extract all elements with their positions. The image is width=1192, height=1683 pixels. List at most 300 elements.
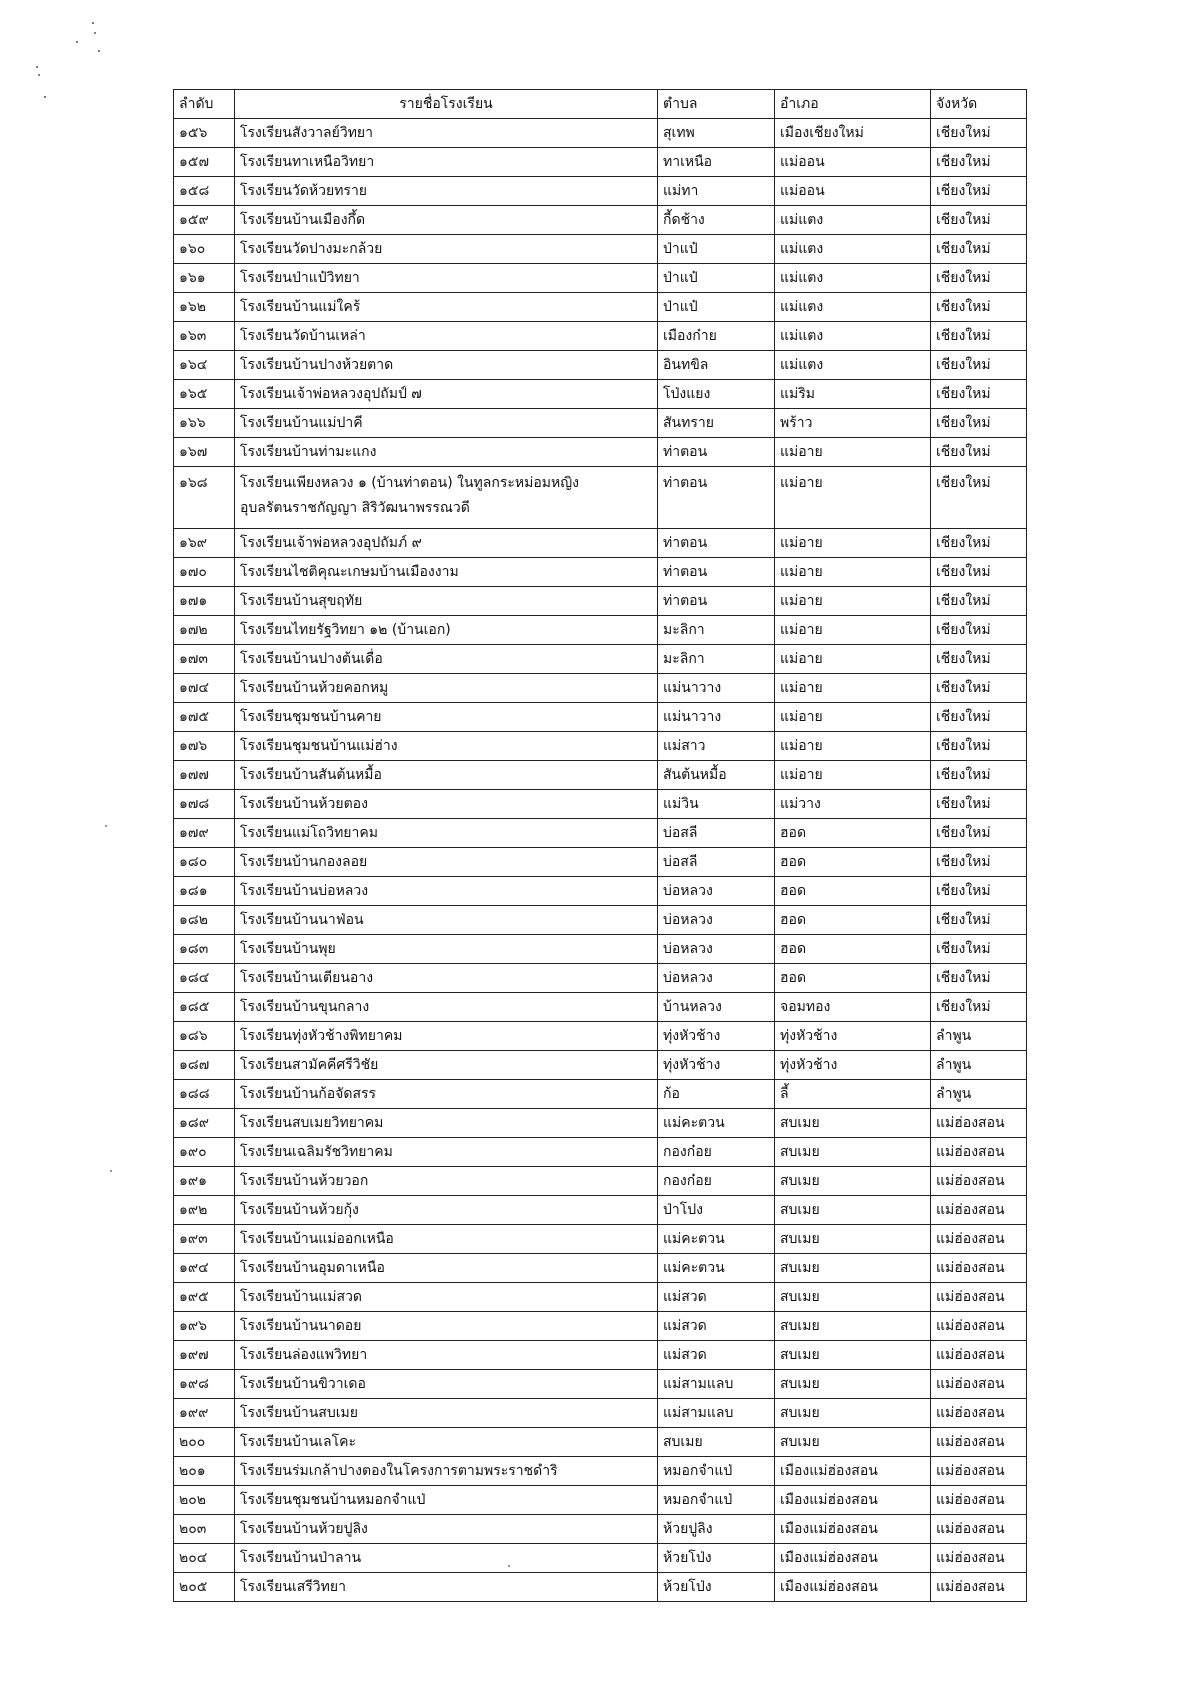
scan-speck bbox=[105, 825, 107, 827]
table-row bbox=[174, 1399, 1027, 1428]
district: แม่อาย bbox=[775, 703, 931, 732]
subdistrict: บ่อหลวง bbox=[658, 906, 775, 935]
province: แม่ฮ่องสอน bbox=[931, 1283, 1027, 1312]
school-name: โรงเรียนบ้านนาฟ่อน bbox=[235, 906, 658, 935]
district: แม่อาย bbox=[775, 438, 931, 467]
subdistrict: แม่คะตวน bbox=[658, 1225, 775, 1254]
table-row bbox=[174, 206, 1027, 235]
school-name: โรงเรียนบ้านขุนกลาง bbox=[235, 993, 658, 1022]
district: สบเมย bbox=[775, 1109, 931, 1138]
school-name: โรงเรียนชุมชนบ้านแม่ฮ่าง bbox=[235, 732, 658, 761]
table-row bbox=[174, 293, 1027, 322]
district: แม่ออน bbox=[775, 177, 931, 206]
school-name bbox=[235, 467, 658, 529]
subdistrict: แม่ทา bbox=[658, 177, 775, 206]
subdistrict: บ่อหลวง bbox=[658, 964, 775, 993]
scan-specks bbox=[30, 20, 120, 110]
school-name: โรงเรียนสังวาลย์วิทยา bbox=[235, 119, 658, 148]
district: สบเมย bbox=[775, 1167, 931, 1196]
table-row bbox=[174, 409, 1027, 438]
province: เชียงใหม่ bbox=[931, 616, 1027, 645]
table-row bbox=[174, 703, 1027, 732]
district: ฮอด bbox=[775, 819, 931, 848]
school-name: โรงเรียนบ้านนาดอย bbox=[235, 1312, 658, 1341]
subdistrict: บ้านหลวง bbox=[658, 993, 775, 1022]
subdistrict: สันทราย bbox=[658, 409, 775, 438]
subdistrict: ป่าแป๋ bbox=[658, 264, 775, 293]
province: แม่ฮ่องสอน bbox=[931, 1573, 1027, 1602]
scan-speck bbox=[92, 22, 94, 24]
province: แม่ฮ่องสอน bbox=[931, 1457, 1027, 1486]
subdistrict: แม่วิน bbox=[658, 790, 775, 819]
row-index: ๑๙๓ bbox=[174, 1225, 235, 1254]
table-row bbox=[174, 1457, 1027, 1486]
row-index: ๑๖๗ bbox=[174, 438, 235, 467]
row-index: ๑๙๑ bbox=[174, 1167, 235, 1196]
province: เชียงใหม่ bbox=[931, 177, 1027, 206]
district: ฮอด bbox=[775, 964, 931, 993]
subdistrict: กองก๋อย bbox=[658, 1138, 775, 1167]
row-index: ๑๖๒ bbox=[174, 293, 235, 322]
province: แม่ฮ่องสอน bbox=[931, 1196, 1027, 1225]
row-index: ๑๘๘ bbox=[174, 1080, 235, 1109]
row-index: ๑๕๘ bbox=[174, 177, 235, 206]
district: ทุ่งหัวช้าง bbox=[775, 1051, 931, 1080]
school-name: โรงเรียนบ้านป่าลาน bbox=[235, 1544, 658, 1573]
table-row bbox=[174, 1254, 1027, 1283]
province: เชียงใหม่ bbox=[931, 235, 1027, 264]
district: ทุ่งหัวช้าง bbox=[775, 1022, 931, 1051]
province: แม่ฮ่องสอน bbox=[931, 1515, 1027, 1544]
school-name: โรงเรียนบ้านอุมดาเหนือ bbox=[235, 1254, 658, 1283]
district: ฮอด bbox=[775, 877, 931, 906]
province: แม่ฮ่องสอน bbox=[931, 1254, 1027, 1283]
district: แม่อาย bbox=[775, 467, 931, 529]
table-row bbox=[174, 148, 1027, 177]
province: เชียงใหม่ bbox=[931, 819, 1027, 848]
province: แม่ฮ่องสอน bbox=[931, 1370, 1027, 1399]
school-name: โรงเรียนบ้านห้วยคอกหมู bbox=[235, 674, 658, 703]
subdistrict: ห้วยโป่ง bbox=[658, 1573, 775, 1602]
subdistrict: มะลิกา bbox=[658, 645, 775, 674]
district: พร้าว bbox=[775, 409, 931, 438]
header-school-name: รายชื่อโรงเรียน bbox=[235, 90, 658, 119]
district: แม่อาย bbox=[775, 558, 931, 587]
province: เชียงใหม่ bbox=[931, 119, 1027, 148]
table-row bbox=[174, 993, 1027, 1022]
table-row bbox=[174, 877, 1027, 906]
district: สบเมย bbox=[775, 1399, 931, 1428]
subdistrict: ท่าตอน bbox=[658, 438, 775, 467]
province: ลำพูน bbox=[931, 1080, 1027, 1109]
school-name: โรงเรียนบ้านเมืองกึ้ด bbox=[235, 206, 658, 235]
row-index: ๑๘๐ bbox=[174, 848, 235, 877]
province: แม่ฮ่องสอน bbox=[931, 1167, 1027, 1196]
school-name: โรงเรียนบ้านแม่ปาคี bbox=[235, 409, 658, 438]
table-row bbox=[174, 380, 1027, 409]
table-row bbox=[174, 1544, 1027, 1573]
province: เชียงใหม่ bbox=[931, 587, 1027, 616]
row-index: ๑๘๓ bbox=[174, 935, 235, 964]
subdistrict: เมืองก๋าย bbox=[658, 322, 775, 351]
district: ฮอด bbox=[775, 906, 931, 935]
subdistrict: ท่าตอน bbox=[658, 558, 775, 587]
table-row bbox=[174, 1196, 1027, 1225]
school-name: โรงเรียนบ้านสบเมย bbox=[235, 1399, 658, 1428]
school-name: โรงเรียนชุมชนบ้านคาย bbox=[235, 703, 658, 732]
school-name: โรงเรียนบ้านปางต้นเดื่อ bbox=[235, 645, 658, 674]
school-name-line: อุบลรัตนราชกัญญา สิริวัฒนาพรรณวดี bbox=[240, 500, 470, 516]
table-row bbox=[174, 351, 1027, 380]
subdistrict: แม่สามแลบ bbox=[658, 1370, 775, 1399]
province: แม่ฮ่องสอน bbox=[931, 1428, 1027, 1457]
school-name: โรงเรียนบ้านบ่อหลวง bbox=[235, 877, 658, 906]
province: แม่ฮ่องสอน bbox=[931, 1109, 1027, 1138]
school-name: โรงเรียนบ้านแม่สวด bbox=[235, 1283, 658, 1312]
province: เชียงใหม่ bbox=[931, 674, 1027, 703]
table-header-row bbox=[174, 90, 1027, 119]
table-row bbox=[174, 848, 1027, 877]
province: แม่ฮ่องสอน bbox=[931, 1312, 1027, 1341]
school-name: โรงเรียนบ้านท่ามะแกง bbox=[235, 438, 658, 467]
district: แม่ออน bbox=[775, 148, 931, 177]
table-row bbox=[174, 1022, 1027, 1051]
subdistrict: แม่นาวาง bbox=[658, 674, 775, 703]
school-name: โรงเรียนป่าแป๋วิทยา bbox=[235, 264, 658, 293]
table-row bbox=[174, 558, 1027, 587]
subdistrict: แม่นาวาง bbox=[658, 703, 775, 732]
school-name: โรงเรียนเจ้าพ่อหลวงอุปถัมภ์ ๙ bbox=[235, 529, 658, 558]
table-row bbox=[174, 935, 1027, 964]
school-list-table bbox=[173, 89, 1027, 1602]
subdistrict: ห้วยปูลิง bbox=[658, 1515, 775, 1544]
table-row bbox=[174, 1486, 1027, 1515]
school-name: โรงเรียนบ้านเตียนอาง bbox=[235, 964, 658, 993]
district: สบเมย bbox=[775, 1254, 931, 1283]
district: เมืองแม่ฮ่องสอน bbox=[775, 1515, 931, 1544]
province: เชียงใหม่ bbox=[931, 935, 1027, 964]
row-index: ๒๐๕ bbox=[174, 1573, 235, 1602]
province: เชียงใหม่ bbox=[931, 438, 1027, 467]
province: แม่ฮ่องสอน bbox=[931, 1544, 1027, 1573]
district: แม่อาย bbox=[775, 761, 931, 790]
row-index: ๒๐๐ bbox=[174, 1428, 235, 1457]
school-name: โรงเรียนแม่โถวิทยาคม bbox=[235, 819, 658, 848]
subdistrict: ทุ่งหัวช้าง bbox=[658, 1022, 775, 1051]
district: สบเมย bbox=[775, 1196, 931, 1225]
district: ลี้ bbox=[775, 1080, 931, 1109]
school-name: โรงเรียนบ้านเลโคะ bbox=[235, 1428, 658, 1457]
row-index: ๑๗๐ bbox=[174, 558, 235, 587]
province: แม่ฮ่องสอน bbox=[931, 1341, 1027, 1370]
school-name: โรงเรียนบ้านพุย bbox=[235, 935, 658, 964]
subdistrict: บ่อสลี bbox=[658, 819, 775, 848]
province: เชียงใหม่ bbox=[931, 906, 1027, 935]
table-row bbox=[174, 1428, 1027, 1457]
row-index: ๑๙๘ bbox=[174, 1370, 235, 1399]
province: เชียงใหม่ bbox=[931, 790, 1027, 819]
row-index: ๑๖๐ bbox=[174, 235, 235, 264]
subdistrict: บ่อหลวง bbox=[658, 935, 775, 964]
district: เมืองเชียงใหม่ bbox=[775, 119, 931, 148]
province: เชียงใหม่ bbox=[931, 264, 1027, 293]
district: สบเมย bbox=[775, 1312, 931, 1341]
subdistrict: กองก๋อย bbox=[658, 1167, 775, 1196]
province: แม่ฮ่องสอน bbox=[931, 1138, 1027, 1167]
province: เชียงใหม่ bbox=[931, 351, 1027, 380]
district: แม่แตง bbox=[775, 235, 931, 264]
table-row bbox=[174, 177, 1027, 206]
district: สบเมย bbox=[775, 1428, 931, 1457]
district: เมืองแม่ฮ่องสอน bbox=[775, 1457, 931, 1486]
school-name: โรงเรียนทาเหนือวิทยา bbox=[235, 148, 658, 177]
table-row bbox=[174, 1312, 1027, 1341]
school-name: โรงเรียนวัดปางมะกล้วย bbox=[235, 235, 658, 264]
subdistrict: หมอกจำแป่ bbox=[658, 1457, 775, 1486]
subdistrict: ป่าโปง bbox=[658, 1196, 775, 1225]
header-district: อำเภอ bbox=[775, 90, 931, 119]
subdistrict: สุเทพ bbox=[658, 119, 775, 148]
table-row bbox=[174, 1573, 1027, 1602]
table-row bbox=[174, 1283, 1027, 1312]
province: ลำพูน bbox=[931, 1051, 1027, 1080]
province: เชียงใหม่ bbox=[931, 964, 1027, 993]
district: แม่ริม bbox=[775, 380, 931, 409]
province: เชียงใหม่ bbox=[931, 993, 1027, 1022]
row-index: ๑๗๓ bbox=[174, 645, 235, 674]
subdistrict: ก้อ bbox=[658, 1080, 775, 1109]
table-row bbox=[174, 587, 1027, 616]
subdistrict: กี้ดช้าง bbox=[658, 206, 775, 235]
school-name: โรงเรียนเจ้าพ่อหลวงอุปถัมป์ ๗ bbox=[235, 380, 658, 409]
subdistrict: แม่สามแลบ bbox=[658, 1399, 775, 1428]
school-name: โรงเรียนเสรีวิทยา bbox=[235, 1573, 658, 1602]
row-index: ๑๘๑ bbox=[174, 877, 235, 906]
row-index: ๒๐๑ bbox=[174, 1457, 235, 1486]
table-row bbox=[174, 1225, 1027, 1254]
province: เชียงใหม่ bbox=[931, 148, 1027, 177]
school-name: โรงเรียนบ้านกองลอย bbox=[235, 848, 658, 877]
province: เชียงใหม่ bbox=[931, 467, 1027, 529]
school-name: โรงเรียนวัดบ้านเหล่า bbox=[235, 322, 658, 351]
school-name: โรงเรียนล่องแพวิทยา bbox=[235, 1341, 658, 1370]
province: เชียงใหม่ bbox=[931, 645, 1027, 674]
district: แม่แตง bbox=[775, 322, 931, 351]
table-row bbox=[174, 819, 1027, 848]
subdistrict: สันต้นหมื้อ bbox=[658, 761, 775, 790]
table-row bbox=[174, 645, 1027, 674]
school-name: โรงเรียนบ้านห้วยปูลิง bbox=[235, 1515, 658, 1544]
subdistrict: ห้วยโป่ง bbox=[658, 1544, 775, 1573]
table-row bbox=[174, 1051, 1027, 1080]
row-index: ๑๖๘ bbox=[174, 467, 235, 529]
school-name: โรงเรียนทุ่งหัวช้างพิทยาคม bbox=[235, 1022, 658, 1051]
district: แม่อาย bbox=[775, 616, 931, 645]
subdistrict: แม่สวด bbox=[658, 1312, 775, 1341]
row-index: ๑๙๖ bbox=[174, 1312, 235, 1341]
subdistrict: โป่งแยง bbox=[658, 380, 775, 409]
district: สบเมย bbox=[775, 1138, 931, 1167]
table-row bbox=[174, 1341, 1027, 1370]
row-index: ๑๗๙ bbox=[174, 819, 235, 848]
row-index: ๑๘๔ bbox=[174, 964, 235, 993]
school-name: โรงเรียนบ้านห้วยวอก bbox=[235, 1167, 658, 1196]
scan-speck bbox=[44, 96, 46, 98]
subdistrict: หมอกจำแป่ bbox=[658, 1486, 775, 1515]
subdistrict: บ่อหลวง bbox=[658, 877, 775, 906]
district: แม่อาย bbox=[775, 529, 931, 558]
subdistrict: บ่อสลี bbox=[658, 848, 775, 877]
school-name: โรงเรียนไชติคุณะเกษมบ้านเมืองงาม bbox=[235, 558, 658, 587]
row-index: ๑๖๖ bbox=[174, 409, 235, 438]
row-index: ๑๘๒ bbox=[174, 906, 235, 935]
subdistrict: แม่คะตวน bbox=[658, 1254, 775, 1283]
province: เชียงใหม่ bbox=[931, 761, 1027, 790]
school-name-line: โรงเรียนเพียงหลวง ๑ (บ้านท่าตอน) ในทูลกระหม่อมหญิง bbox=[240, 475, 579, 491]
table-row bbox=[174, 467, 1027, 529]
district: แม่อาย bbox=[775, 587, 931, 616]
province: แม่ฮ่องสอน bbox=[931, 1486, 1027, 1515]
province: แม่ฮ่องสอน bbox=[931, 1399, 1027, 1428]
province: เชียงใหม่ bbox=[931, 293, 1027, 322]
school-name: โรงเรียนบ้านก้อจัดสรร bbox=[235, 1080, 658, 1109]
school-name: โรงเรียนสามัคคีศรีวิชัย bbox=[235, 1051, 658, 1080]
row-index: ๑๘๗ bbox=[174, 1051, 235, 1080]
table-row bbox=[174, 322, 1027, 351]
header-index: ลำดับ bbox=[174, 90, 235, 119]
school-name: โรงเรียนชุมชนบ้านหมอกจำแป่ bbox=[235, 1486, 658, 1515]
school-name: โรงเรียนสบเมยวิทยาคม bbox=[235, 1109, 658, 1138]
table-row bbox=[174, 264, 1027, 293]
scan-speck bbox=[76, 41, 78, 43]
district: แม่อาย bbox=[775, 674, 931, 703]
district: สบเมย bbox=[775, 1370, 931, 1399]
subdistrict: แม่สวด bbox=[658, 1283, 775, 1312]
province: แม่ฮ่องสอน bbox=[931, 1225, 1027, 1254]
school-name: โรงเรียนบ้านแม่ออกเหนือ bbox=[235, 1225, 658, 1254]
school-name: โรงเรียนร่มเกล้าปางตองในโครงการตามพระราชดำริ bbox=[235, 1457, 658, 1486]
row-index: ๒๐๒ bbox=[174, 1486, 235, 1515]
table-row bbox=[174, 1138, 1027, 1167]
header-subdistrict: ตำบล bbox=[658, 90, 775, 119]
row-index: ๒๐๓ bbox=[174, 1515, 235, 1544]
scan-speck bbox=[36, 66, 38, 68]
subdistrict: สบเมย bbox=[658, 1428, 775, 1457]
subdistrict: มะลิกา bbox=[658, 616, 775, 645]
subdistrict: แม่สาว bbox=[658, 732, 775, 761]
table-row bbox=[174, 964, 1027, 993]
province: เชียงใหม่ bbox=[931, 529, 1027, 558]
district: สบเมย bbox=[775, 1225, 931, 1254]
district: เมืองแม่ฮ่องสอน bbox=[775, 1544, 931, 1573]
school-name: โรงเรียนบ้านแม่ใคร้ bbox=[235, 293, 658, 322]
row-index: ๑๖๕ bbox=[174, 380, 235, 409]
header-province: จังหวัด bbox=[931, 90, 1027, 119]
subdistrict: แม่สวด bbox=[658, 1341, 775, 1370]
school-name: โรงเรียนเฉลิมรัชวิทยาคม bbox=[235, 1138, 658, 1167]
table-row bbox=[174, 438, 1027, 467]
province: เชียงใหม่ bbox=[931, 848, 1027, 877]
row-index: ๑๖๙ bbox=[174, 529, 235, 558]
row-index: ๑๖๔ bbox=[174, 351, 235, 380]
table-row bbox=[174, 906, 1027, 935]
row-index: ๑๗๕ bbox=[174, 703, 235, 732]
school-name: โรงเรียนบ้านสุขฤทัย bbox=[235, 587, 658, 616]
province: เชียงใหม่ bbox=[931, 558, 1027, 587]
table-row bbox=[174, 732, 1027, 761]
row-index: ๑๗๑ bbox=[174, 587, 235, 616]
row-index: ๑๗๖ bbox=[174, 732, 235, 761]
row-index: ๑๕๙ bbox=[174, 206, 235, 235]
province: เชียงใหม่ bbox=[931, 380, 1027, 409]
district: สบเมย bbox=[775, 1341, 931, 1370]
row-index: ๑๙๗ bbox=[174, 1341, 235, 1370]
subdistrict: ท่าตอน bbox=[658, 529, 775, 558]
province: เชียงใหม่ bbox=[931, 877, 1027, 906]
row-index: ๑๕๖ bbox=[174, 119, 235, 148]
row-index: ๑๙๒ bbox=[174, 1196, 235, 1225]
row-index: ๒๐๔ bbox=[174, 1544, 235, 1573]
table-row bbox=[174, 529, 1027, 558]
district: แม่อาย bbox=[775, 645, 931, 674]
table-row bbox=[174, 674, 1027, 703]
scan-speck bbox=[98, 50, 100, 52]
table-row bbox=[174, 790, 1027, 819]
table-row bbox=[174, 1080, 1027, 1109]
table-row bbox=[174, 616, 1027, 645]
subdistrict: ทุ่งหัวช้าง bbox=[658, 1051, 775, 1080]
scan-speck bbox=[94, 32, 96, 34]
row-index: ๑๙๔ bbox=[174, 1254, 235, 1283]
table-row bbox=[174, 761, 1027, 790]
row-index: ๑๗๗ bbox=[174, 761, 235, 790]
row-index: ๑๘๖ bbox=[174, 1022, 235, 1051]
district: สบเมย bbox=[775, 1283, 931, 1312]
row-index: ๑๗๔ bbox=[174, 674, 235, 703]
subdistrict: ป่าแป๋ bbox=[658, 293, 775, 322]
row-index: ๑๙๙ bbox=[174, 1399, 235, 1428]
province: เชียงใหม่ bbox=[931, 732, 1027, 761]
row-index: ๑๗๒ bbox=[174, 616, 235, 645]
row-index: ๑๙๕ bbox=[174, 1283, 235, 1312]
row-index: ๑๖๓ bbox=[174, 322, 235, 351]
row-index: ๑๕๗ bbox=[174, 148, 235, 177]
district: แม่วาง bbox=[775, 790, 931, 819]
province: เชียงใหม่ bbox=[931, 409, 1027, 438]
province: เชียงใหม่ bbox=[931, 703, 1027, 732]
row-index: ๑๙๐ bbox=[174, 1138, 235, 1167]
table-row bbox=[174, 1167, 1027, 1196]
subdistrict: ท่าตอน bbox=[658, 587, 775, 616]
table-row bbox=[174, 1109, 1027, 1138]
subdistrict: แม่คะตวน bbox=[658, 1109, 775, 1138]
province: เชียงใหม่ bbox=[931, 206, 1027, 235]
row-index: ๑๘๙ bbox=[174, 1109, 235, 1138]
school-name: โรงเรียนวัดห้วยทราย bbox=[235, 177, 658, 206]
school-name: โรงเรียนไทยรัฐวิทยา ๑๒ (บ้านเอก) bbox=[235, 616, 658, 645]
scan-speck bbox=[110, 1170, 112, 1172]
scan-speck bbox=[38, 74, 40, 76]
district: เมืองแม่ฮ่องสอน bbox=[775, 1486, 931, 1515]
table-row bbox=[174, 1515, 1027, 1544]
subdistrict: อินทขิล bbox=[658, 351, 775, 380]
school-name: โรงเรียนบ้านห้วยตอง bbox=[235, 790, 658, 819]
row-index: ๑๖๑ bbox=[174, 264, 235, 293]
row-index: ๑๘๕ bbox=[174, 993, 235, 1022]
province: ลำพูน bbox=[931, 1022, 1027, 1051]
district: แม่แตง bbox=[775, 264, 931, 293]
subdistrict: ป่าแป๋ bbox=[658, 235, 775, 264]
